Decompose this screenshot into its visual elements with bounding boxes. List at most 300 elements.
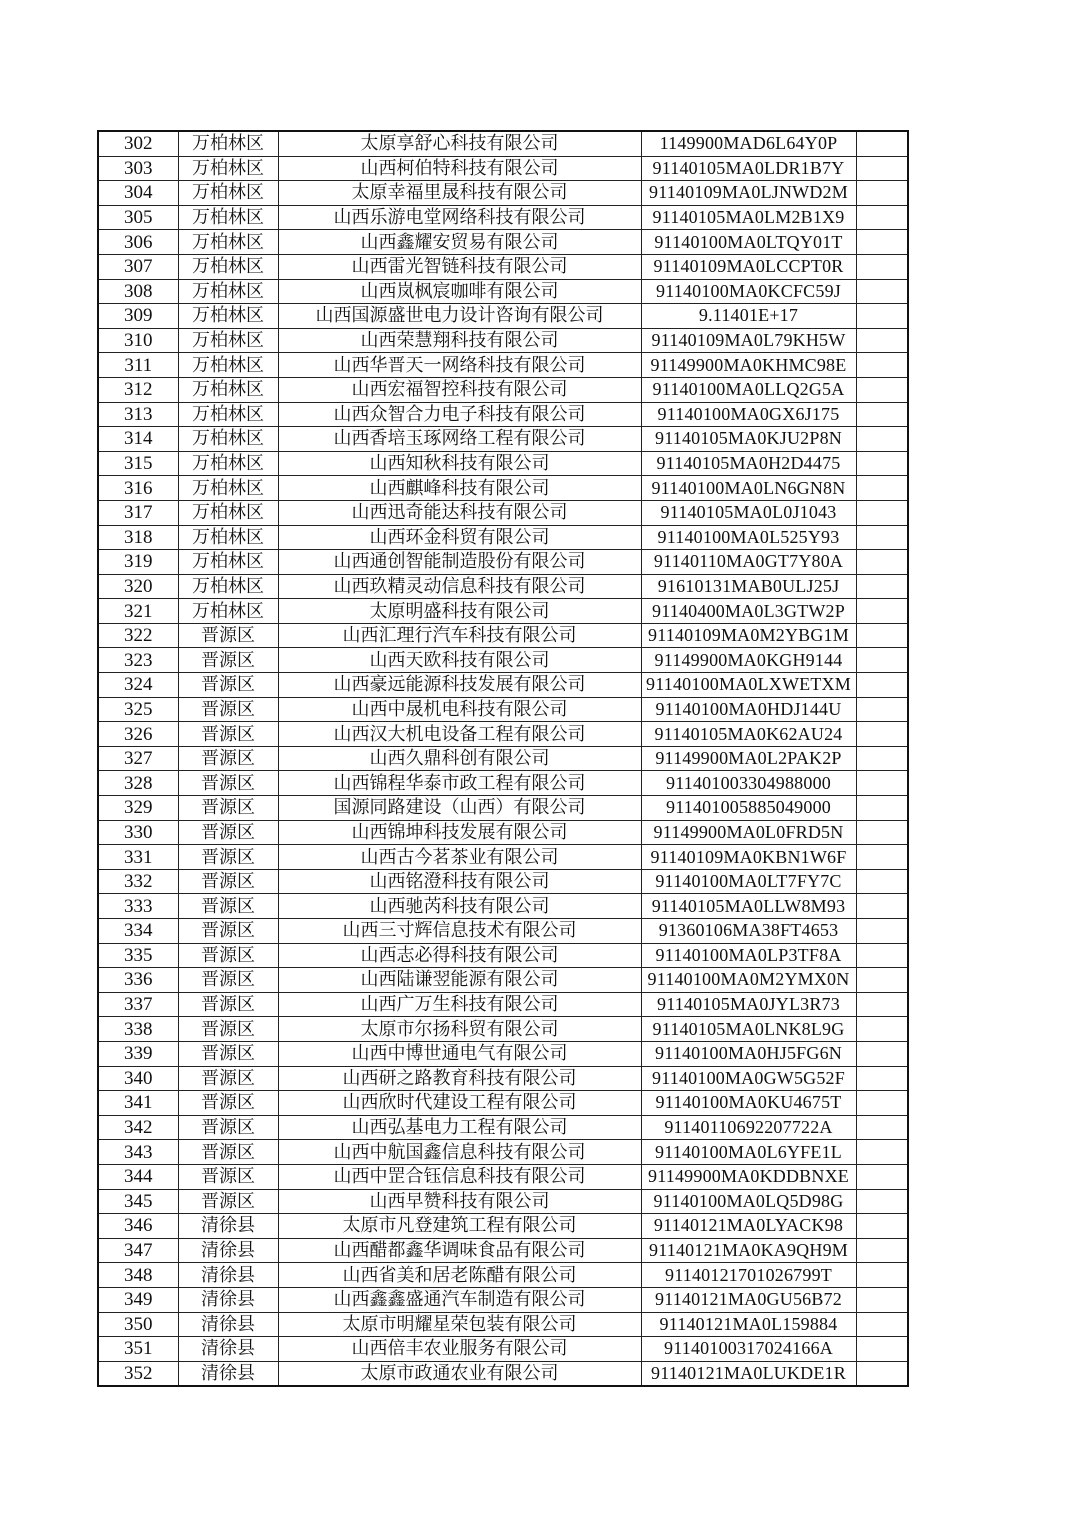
remarks-cell xyxy=(856,1115,908,1140)
row-number: 321 xyxy=(98,599,178,624)
district-cell: 万柏林区 xyxy=(178,500,278,525)
company-name-cell: 山西鑫耀安贸易有限公司 xyxy=(278,230,641,255)
district-cell: 晋源区 xyxy=(178,1091,278,1116)
credit-code-cell: 91140105MA0LNK8L9G xyxy=(641,1017,856,1042)
remarks-cell xyxy=(856,230,908,255)
remarks-cell xyxy=(856,304,908,329)
row-number: 312 xyxy=(98,377,178,402)
district-cell: 清徐县 xyxy=(178,1287,278,1312)
credit-code-cell: 91140100317024166A xyxy=(641,1337,856,1362)
credit-code-cell: 91140105MA0L0J1043 xyxy=(641,500,856,525)
district-cell: 万柏林区 xyxy=(178,304,278,329)
company-name-cell: 山西国源盛世电力设计咨询有限公司 xyxy=(278,304,641,329)
district-cell: 万柏林区 xyxy=(178,230,278,255)
table-row xyxy=(98,1287,908,1312)
table-body xyxy=(98,131,908,1386)
table-row xyxy=(98,1361,908,1386)
row-number: 339 xyxy=(98,1041,178,1066)
table-row xyxy=(98,476,908,501)
table-row xyxy=(98,746,908,771)
remarks-cell xyxy=(856,746,908,771)
row-number: 311 xyxy=(98,353,178,378)
company-name-cell: 山西岚枫宸咖啡有限公司 xyxy=(278,279,641,304)
company-name-cell: 山西三寸辉信息技术有限公司 xyxy=(278,919,641,944)
credit-code-cell: 91149900MA0L0FRD5N xyxy=(641,820,856,845)
row-number: 306 xyxy=(98,230,178,255)
remarks-cell xyxy=(856,1189,908,1214)
remarks-cell xyxy=(856,1263,908,1288)
table-row xyxy=(98,402,908,427)
table-row xyxy=(98,1115,908,1140)
district-cell: 万柏林区 xyxy=(178,525,278,550)
credit-code-cell: 91140100MA0LTQY01T xyxy=(641,230,856,255)
district-cell: 晋源区 xyxy=(178,992,278,1017)
table-row xyxy=(98,820,908,845)
remarks-cell xyxy=(856,697,908,722)
table-row xyxy=(98,1140,908,1165)
company-name-cell: 山西广万生科技有限公司 xyxy=(278,992,641,1017)
row-number: 319 xyxy=(98,550,178,575)
row-number: 313 xyxy=(98,402,178,427)
district-cell: 清徐县 xyxy=(178,1238,278,1263)
row-number: 303 xyxy=(98,156,178,181)
district-cell: 万柏林区 xyxy=(178,451,278,476)
company-name-cell: 山西志必得科技有限公司 xyxy=(278,943,641,968)
district-cell: 万柏林区 xyxy=(178,328,278,353)
row-number: 318 xyxy=(98,525,178,550)
district-cell: 晋源区 xyxy=(178,820,278,845)
remarks-cell xyxy=(856,1238,908,1263)
credit-code-cell: 91140100MA0KCFC59J xyxy=(641,279,856,304)
row-number: 304 xyxy=(98,181,178,206)
remarks-cell xyxy=(856,771,908,796)
district-cell: 晋源区 xyxy=(178,1017,278,1042)
credit-code-cell: 91140121MA0LUKDE1R xyxy=(641,1361,856,1386)
company-name-cell: 山西中罡合钰信息科技有限公司 xyxy=(278,1164,641,1189)
credit-code-cell: 91140105MA0H2D4475 xyxy=(641,451,856,476)
district-cell: 清徐县 xyxy=(178,1337,278,1362)
row-number: 308 xyxy=(98,279,178,304)
district-cell: 晋源区 xyxy=(178,796,278,821)
company-name-cell: 山西众智合力电子科技有限公司 xyxy=(278,402,641,427)
company-list-table xyxy=(97,130,909,1387)
remarks-cell xyxy=(856,623,908,648)
table-row xyxy=(98,574,908,599)
company-name-cell: 太原享舒心科技有限公司 xyxy=(278,131,641,156)
district-cell: 晋源区 xyxy=(178,623,278,648)
remarks-cell xyxy=(856,1041,908,1066)
row-number: 327 xyxy=(98,746,178,771)
table-row xyxy=(98,353,908,378)
credit-code-cell: 91140105MA0KJU2P8N xyxy=(641,427,856,452)
credit-code-cell: 91140110MA0GT7Y80A xyxy=(641,550,856,575)
remarks-cell xyxy=(856,1337,908,1362)
company-name-cell: 太原市政通农业有限公司 xyxy=(278,1361,641,1386)
row-number: 317 xyxy=(98,500,178,525)
district-cell: 晋源区 xyxy=(178,746,278,771)
row-number: 326 xyxy=(98,722,178,747)
district-cell: 晋源区 xyxy=(178,1189,278,1214)
district-cell: 晋源区 xyxy=(178,648,278,673)
remarks-cell xyxy=(856,919,908,944)
remarks-cell xyxy=(856,377,908,402)
table-row xyxy=(98,943,908,968)
remarks-cell xyxy=(856,1312,908,1337)
remarks-cell xyxy=(856,476,908,501)
credit-code-cell: 91140100MA0LQ5D98G xyxy=(641,1189,856,1214)
district-cell: 万柏林区 xyxy=(178,254,278,279)
remarks-cell xyxy=(856,574,908,599)
district-cell: 清徐县 xyxy=(178,1263,278,1288)
credit-code-cell: 91140100MA0LN6GN8N xyxy=(641,476,856,501)
district-cell: 晋源区 xyxy=(178,968,278,993)
company-name-cell: 山西汇理行汽车科技有限公司 xyxy=(278,623,641,648)
district-cell: 万柏林区 xyxy=(178,205,278,230)
table-row xyxy=(98,1214,908,1239)
district-cell: 晋源区 xyxy=(178,1164,278,1189)
remarks-cell xyxy=(856,451,908,476)
table-row xyxy=(98,131,908,156)
table-row xyxy=(98,894,908,919)
credit-code-cell: 91140110692207722A xyxy=(641,1115,856,1140)
company-name-cell: 山西省美和居老陈醋有限公司 xyxy=(278,1263,641,1288)
table-row xyxy=(98,722,908,747)
district-cell: 万柏林区 xyxy=(178,402,278,427)
remarks-cell xyxy=(856,525,908,550)
credit-code-cell: 91140105MA0LLW8M93 xyxy=(641,894,856,919)
row-number: 314 xyxy=(98,427,178,452)
remarks-cell xyxy=(856,599,908,624)
row-number: 302 xyxy=(98,131,178,156)
credit-code-cell: 91140105MA0LDR1B7Y xyxy=(641,156,856,181)
table-row xyxy=(98,500,908,525)
table-row xyxy=(98,673,908,698)
district-cell: 万柏林区 xyxy=(178,574,278,599)
district-cell: 晋源区 xyxy=(178,1140,278,1165)
district-cell: 清徐县 xyxy=(178,1312,278,1337)
company-name-cell: 国源同路建设（山西）有限公司 xyxy=(278,796,641,821)
company-name-cell: 山西醋都鑫华调味食品有限公司 xyxy=(278,1238,641,1263)
table-row xyxy=(98,181,908,206)
credit-code-cell: 91140109MA0L79KH5W xyxy=(641,328,856,353)
credit-code-cell: 91140400MA0L3GTW2P xyxy=(641,599,856,624)
remarks-cell xyxy=(856,328,908,353)
company-name-cell: 山西鑫鑫盛通汽车制造有限公司 xyxy=(278,1287,641,1312)
row-number: 310 xyxy=(98,328,178,353)
company-name-cell: 山西研之路教育科技有限公司 xyxy=(278,1066,641,1091)
table-row xyxy=(98,1164,908,1189)
table-row xyxy=(98,230,908,255)
remarks-cell xyxy=(856,427,908,452)
row-number: 332 xyxy=(98,869,178,894)
row-number: 348 xyxy=(98,1263,178,1288)
credit-code-cell: 91140100MA0GW5G52F xyxy=(641,1066,856,1091)
table-row xyxy=(98,599,908,624)
company-name-cell: 山西柯伯特科技有限公司 xyxy=(278,156,641,181)
company-name-cell: 山西陆谦翌能源有限公司 xyxy=(278,968,641,993)
credit-code-cell: 91140100MA0LP3TF8A xyxy=(641,943,856,968)
district-cell: 晋源区 xyxy=(178,919,278,944)
remarks-cell xyxy=(856,1140,908,1165)
credit-code-cell: 91140100MA0LLQ2G5A xyxy=(641,377,856,402)
remarks-cell xyxy=(856,1017,908,1042)
company-name-cell: 山西香培玉琢网络工程有限公司 xyxy=(278,427,641,452)
remarks-cell xyxy=(856,500,908,525)
district-cell: 清徐县 xyxy=(178,1361,278,1386)
district-cell: 晋源区 xyxy=(178,771,278,796)
row-number: 315 xyxy=(98,451,178,476)
company-name-cell: 山西弘基电力工程有限公司 xyxy=(278,1115,641,1140)
table-row xyxy=(98,992,908,1017)
district-cell: 万柏林区 xyxy=(178,353,278,378)
row-number: 344 xyxy=(98,1164,178,1189)
remarks-cell xyxy=(856,894,908,919)
credit-code-cell: 91140121MA0KA9QH9M xyxy=(641,1238,856,1263)
remarks-cell xyxy=(856,1214,908,1239)
table-row xyxy=(98,525,908,550)
credit-code-cell: 91140105MA0K62AU24 xyxy=(641,722,856,747)
credit-code-cell: 91140100MA0HDJ144U xyxy=(641,697,856,722)
company-name-cell: 山西铭澄科技有限公司 xyxy=(278,869,641,894)
district-cell: 晋源区 xyxy=(178,845,278,870)
row-number: 322 xyxy=(98,623,178,648)
credit-code-cell: 91149900MA0KDDBNXE xyxy=(641,1164,856,1189)
company-name-cell: 山西锦坤科技发展有限公司 xyxy=(278,820,641,845)
remarks-cell xyxy=(856,1066,908,1091)
company-name-cell: 太原明盛科技有限公司 xyxy=(278,599,641,624)
row-number: 330 xyxy=(98,820,178,845)
remarks-cell xyxy=(856,845,908,870)
credit-code-cell: 91140100MA0LT7FY7C xyxy=(641,869,856,894)
district-cell: 清徐县 xyxy=(178,1214,278,1239)
remarks-cell xyxy=(856,943,908,968)
table-row xyxy=(98,1263,908,1288)
remarks-cell xyxy=(856,992,908,1017)
remarks-cell xyxy=(856,205,908,230)
row-number: 328 xyxy=(98,771,178,796)
credit-code-cell: 91610131MAB0ULJ25J xyxy=(641,574,856,599)
credit-code-cell: 91140105MA0JYL3R73 xyxy=(641,992,856,1017)
table-row xyxy=(98,1312,908,1337)
table-row xyxy=(98,1337,908,1362)
row-number: 346 xyxy=(98,1214,178,1239)
table-row xyxy=(98,254,908,279)
table-row xyxy=(98,156,908,181)
remarks-cell xyxy=(856,131,908,156)
remarks-cell xyxy=(856,181,908,206)
credit-code-cell: 91149900MA0L2PAK2P xyxy=(641,746,856,771)
row-number: 316 xyxy=(98,476,178,501)
company-name-cell: 山西豪远能源科技发展有限公司 xyxy=(278,673,641,698)
credit-code-cell: 91140109MA0KBN1W6F xyxy=(641,845,856,870)
row-number: 305 xyxy=(98,205,178,230)
row-number: 338 xyxy=(98,1017,178,1042)
table-row xyxy=(98,623,908,648)
district-cell: 万柏林区 xyxy=(178,476,278,501)
row-number: 337 xyxy=(98,992,178,1017)
table-row xyxy=(98,697,908,722)
row-number: 341 xyxy=(98,1091,178,1116)
remarks-cell xyxy=(856,353,908,378)
row-number: 336 xyxy=(98,968,178,993)
row-number: 320 xyxy=(98,574,178,599)
district-cell: 晋源区 xyxy=(178,1115,278,1140)
company-name-cell: 太原市尔扬科贸有限公司 xyxy=(278,1017,641,1042)
remarks-cell xyxy=(856,968,908,993)
district-cell: 晋源区 xyxy=(178,943,278,968)
company-name-cell: 山西中晟机电科技有限公司 xyxy=(278,697,641,722)
table-row xyxy=(98,1041,908,1066)
credit-code-cell: 91140100MA0L6YFE1L xyxy=(641,1140,856,1165)
company-name-cell: 山西欣时代建设工程有限公司 xyxy=(278,1091,641,1116)
company-name-cell: 山西锦程华泰市政工程有限公司 xyxy=(278,771,641,796)
credit-code-cell: 91140100MA0LXWETXM xyxy=(641,673,856,698)
company-name-cell: 山西荣慧翔科技有限公司 xyxy=(278,328,641,353)
credit-code-cell: 911401005885049000 xyxy=(641,796,856,821)
table-row xyxy=(98,328,908,353)
table-row xyxy=(98,377,908,402)
remarks-cell xyxy=(856,1361,908,1386)
district-cell: 晋源区 xyxy=(178,894,278,919)
table-row xyxy=(98,1017,908,1042)
district-cell: 晋源区 xyxy=(178,697,278,722)
table-row xyxy=(98,1091,908,1116)
remarks-cell xyxy=(856,648,908,673)
company-name-cell: 山西麒峰科技有限公司 xyxy=(278,476,641,501)
remarks-cell xyxy=(856,1091,908,1116)
company-name-cell: 山西久鼎科创有限公司 xyxy=(278,746,641,771)
company-name-cell: 山西驰芮科技有限公司 xyxy=(278,894,641,919)
credit-code-cell: 91140121MA0GU56B72 xyxy=(641,1287,856,1312)
company-name-cell: 山西环金科贸有限公司 xyxy=(278,525,641,550)
remarks-cell xyxy=(856,402,908,427)
company-name-cell: 山西中博世通电气有限公司 xyxy=(278,1041,641,1066)
remarks-cell xyxy=(856,869,908,894)
district-cell: 晋源区 xyxy=(178,1066,278,1091)
credit-code-cell: 9.11401E+17 xyxy=(641,304,856,329)
table-row xyxy=(98,1189,908,1214)
row-number: 329 xyxy=(98,796,178,821)
table-row xyxy=(98,648,908,673)
district-cell: 万柏林区 xyxy=(178,377,278,402)
table-row xyxy=(98,304,908,329)
company-name-cell: 山西雷光智链科技有限公司 xyxy=(278,254,641,279)
district-cell: 万柏林区 xyxy=(178,181,278,206)
credit-code-cell: 91140100MA0GX6J175 xyxy=(641,402,856,427)
row-number: 334 xyxy=(98,919,178,944)
table-row xyxy=(98,968,908,993)
remarks-cell xyxy=(856,796,908,821)
remarks-cell xyxy=(856,673,908,698)
district-cell: 万柏林区 xyxy=(178,427,278,452)
company-name-cell: 山西天欧科技有限公司 xyxy=(278,648,641,673)
row-number: 340 xyxy=(98,1066,178,1091)
row-number: 350 xyxy=(98,1312,178,1337)
remarks-cell xyxy=(856,1164,908,1189)
credit-code-cell: 91140109MA0LJNWD2M xyxy=(641,181,856,206)
credit-code-cell: 91140121MA0L159884 xyxy=(641,1312,856,1337)
remarks-cell xyxy=(856,550,908,575)
remarks-cell xyxy=(856,279,908,304)
table-row xyxy=(98,205,908,230)
credit-code-cell: 91140100MA0L525Y93 xyxy=(641,525,856,550)
credit-code-cell: 91360106MA38FT4653 xyxy=(641,919,856,944)
credit-code-cell: 91140100MA0HJ5FG6N xyxy=(641,1041,856,1066)
district-cell: 晋源区 xyxy=(178,869,278,894)
credit-code-cell: 91149900MA0KHMC98E xyxy=(641,353,856,378)
remarks-cell xyxy=(856,156,908,181)
row-number: 324 xyxy=(98,673,178,698)
table-row xyxy=(98,1238,908,1263)
table-row xyxy=(98,451,908,476)
company-name-cell: 山西华晋天一网络科技有限公司 xyxy=(278,353,641,378)
credit-code-cell: 91140121701026799T xyxy=(641,1263,856,1288)
row-number: 333 xyxy=(98,894,178,919)
remarks-cell xyxy=(856,254,908,279)
company-name-cell: 山西中航国鑫信息科技有限公司 xyxy=(278,1140,641,1165)
company-name-cell: 山西知秋科技有限公司 xyxy=(278,451,641,476)
row-number: 352 xyxy=(98,1361,178,1386)
row-number: 309 xyxy=(98,304,178,329)
district-cell: 万柏林区 xyxy=(178,599,278,624)
credit-code-cell: 91140100MA0M2YMX0N xyxy=(641,968,856,993)
table-row xyxy=(98,919,908,944)
credit-code-cell: 91140105MA0LM2B1X9 xyxy=(641,205,856,230)
district-cell: 万柏林区 xyxy=(178,156,278,181)
row-number: 343 xyxy=(98,1140,178,1165)
credit-code-cell: 91149900MA0KGH9144 xyxy=(641,648,856,673)
row-number: 335 xyxy=(98,943,178,968)
credit-code-cell: 91140100MA0KU4675T xyxy=(641,1091,856,1116)
company-name-cell: 山西迅奇能达科技有限公司 xyxy=(278,500,641,525)
credit-code-cell: 91140109MA0M2YBG1M xyxy=(641,623,856,648)
credit-code-cell: 1149900MAD6L64Y0P xyxy=(641,131,856,156)
row-number: 351 xyxy=(98,1337,178,1362)
remarks-cell xyxy=(856,1287,908,1312)
remarks-cell xyxy=(856,722,908,747)
table-row xyxy=(98,427,908,452)
district-cell: 晋源区 xyxy=(178,673,278,698)
company-name-cell: 太原幸福里晟科技有限公司 xyxy=(278,181,641,206)
row-number: 323 xyxy=(98,648,178,673)
company-name-cell: 山西宏福智控科技有限公司 xyxy=(278,377,641,402)
credit-code-cell: 91140109MA0LCCPT0R xyxy=(641,254,856,279)
district-cell: 晋源区 xyxy=(178,722,278,747)
district-cell: 万柏林区 xyxy=(178,131,278,156)
company-name-cell: 山西乐游电堂网络科技有限公司 xyxy=(278,205,641,230)
credit-code-cell: 911401003304988000 xyxy=(641,771,856,796)
table-row xyxy=(98,771,908,796)
table-row xyxy=(98,796,908,821)
company-name-cell: 山西倍丰农业服务有限公司 xyxy=(278,1337,641,1362)
company-name-cell: 山西汉大机电设备工程有限公司 xyxy=(278,722,641,747)
row-number: 331 xyxy=(98,845,178,870)
table-row xyxy=(98,550,908,575)
company-name-cell: 太原市明耀星荣包装有限公司 xyxy=(278,1312,641,1337)
row-number: 325 xyxy=(98,697,178,722)
row-number: 349 xyxy=(98,1287,178,1312)
company-name-cell: 山西古今茗茶业有限公司 xyxy=(278,845,641,870)
row-number: 347 xyxy=(98,1238,178,1263)
row-number: 342 xyxy=(98,1115,178,1140)
company-name-cell: 山西早赞科技有限公司 xyxy=(278,1189,641,1214)
remarks-cell xyxy=(856,820,908,845)
district-cell: 万柏林区 xyxy=(178,279,278,304)
row-number: 307 xyxy=(98,254,178,279)
company-name-cell: 山西玖精灵动信息科技有限公司 xyxy=(278,574,641,599)
district-cell: 晋源区 xyxy=(178,1041,278,1066)
table-row xyxy=(98,845,908,870)
